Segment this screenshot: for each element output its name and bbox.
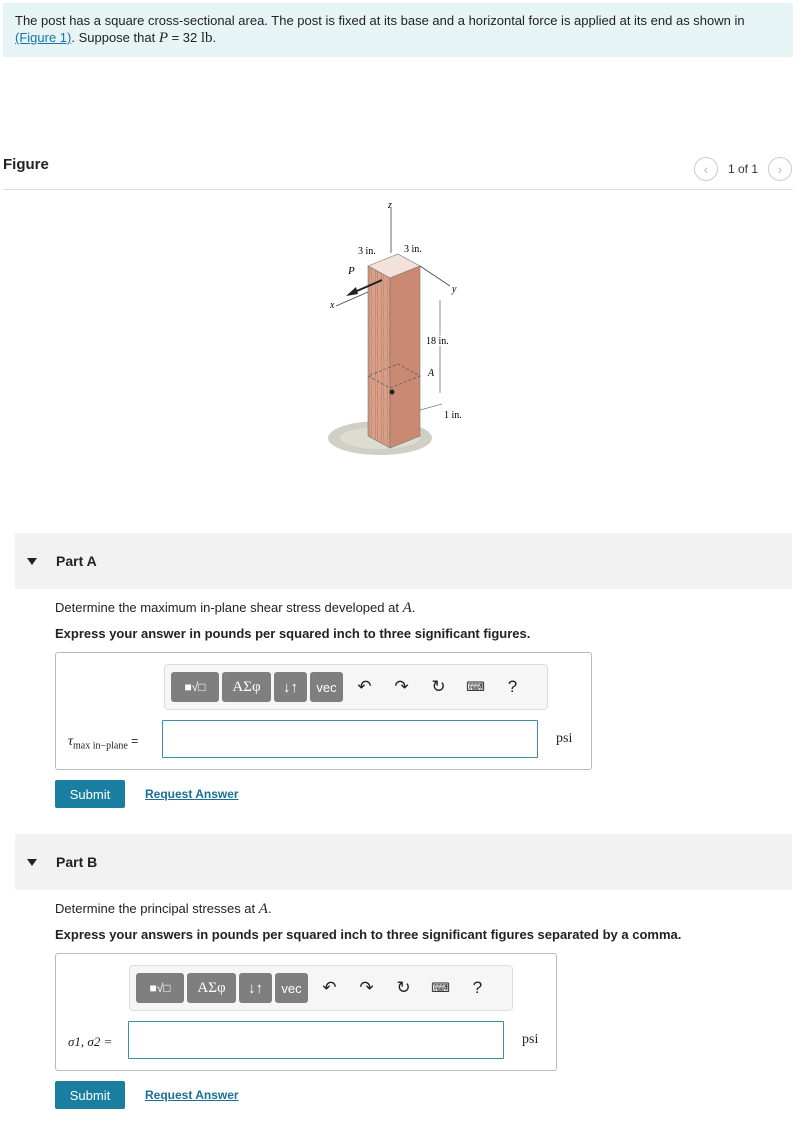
prev-figure-button[interactable] — [694, 157, 718, 181]
undo-button[interactable] — [346, 672, 383, 702]
redo-icon: ↷ — [394, 677, 409, 696]
z-axis-label: z — [388, 200, 392, 211]
force-arrow — [346, 287, 358, 296]
part-a-header[interactable] — [15, 533, 792, 589]
chevron-left-icon: ‹ — [703, 161, 709, 177]
next-figure-button[interactable] — [768, 157, 792, 181]
part-a-request-answer-link[interactable]: Request Answer — [145, 787, 239, 801]
greek-symbols-button[interactable]: ΑΣφ — [222, 672, 271, 702]
part-b-answer-box — [55, 953, 557, 1071]
x-axis-label: x — [330, 300, 335, 311]
templates-button[interactable] — [171, 672, 219, 702]
figure-pager — [694, 157, 792, 181]
problem-text: The post has a square cross-sectional area. The post is fixed at its base and a horizontal force is applied at its end as shown in — [15, 13, 745, 28]
keyboard-button[interactable] — [457, 672, 494, 702]
part-a-submit-button[interactable]: Submit — [55, 780, 125, 808]
undo-icon: ↶ — [357, 677, 372, 696]
part-b-toolbar — [129, 965, 513, 1011]
part-b-unit: psi — [522, 1032, 539, 1047]
fraction-sqrt-icon: ■√□ — [149, 981, 171, 995]
part-a-question: Determine the maximum in-plane shear stress developed at A. — [55, 600, 416, 616]
part-a-title: Part A — [56, 553, 97, 569]
tau-label: $\tau_{max in-plane}$ = — [68, 734, 139, 752]
greek-symbols-button[interactable]: ΑΣφ — [187, 973, 236, 1003]
sigma-label: σ1, σ2 = — [68, 1034, 113, 1049]
keyboard-icon: ⌨ — [466, 679, 485, 694]
reset-button[interactable] — [420, 672, 457, 702]
reset-icon: ↻ — [431, 677, 446, 696]
width-label-2: 3 in. — [404, 244, 422, 255]
redo-button[interactable] — [348, 973, 385, 1003]
part-a-answer-box — [55, 652, 592, 770]
part-b-submit-button[interactable]: Submit — [55, 1081, 125, 1109]
help-button[interactable]: ? — [472, 978, 483, 997]
part-b-instruction: Express your answers in pounds per squared inch to three significant figures separated by a comma. — [55, 927, 682, 942]
figure-title: Figure — [3, 156, 49, 173]
height-label: 18 in. — [426, 336, 449, 347]
post-figure — [320, 198, 480, 468]
post-side — [390, 266, 420, 448]
help-button[interactable]: ? — [507, 677, 518, 696]
part-b-request-answer-link[interactable]: Request Answer — [145, 1088, 239, 1102]
collapse-triangle-icon — [27, 859, 37, 866]
collapse-triangle-icon — [27, 558, 37, 565]
templates-button[interactable] — [136, 973, 184, 1003]
part-b-title: Part B — [56, 854, 98, 870]
reset-button[interactable] — [385, 973, 422, 1003]
problem-statement: The post has a square cross-sectional area. The post is fixed at its base and a horizontal force is applied at its end as shown in (Figure 1). Suppose that P = 32 lb. — [3, 3, 793, 57]
arrows-button[interactable]: ↓↑ — [239, 973, 272, 1003]
vector-button[interactable]: vec — [275, 973, 308, 1003]
y-axis-label: y — [452, 284, 457, 295]
part-b-question: Determine the principal stresses at A. — [55, 901, 272, 917]
point-A-label: A — [428, 368, 435, 379]
point-A — [390, 390, 395, 395]
keyboard-icon: ⌨ — [431, 980, 450, 995]
arrows-button[interactable]: ↓↑ — [274, 672, 307, 702]
redo-button[interactable] — [383, 672, 420, 702]
reset-icon: ↻ — [396, 978, 411, 997]
vector-button[interactable]: vec — [310, 672, 343, 702]
redo-icon: ↷ — [359, 978, 374, 997]
part-a-unit: psi — [556, 731, 573, 746]
width-label-1: 3 in. — [358, 246, 376, 257]
fraction-sqrt-icon: ■√□ — [184, 680, 206, 694]
post-front — [368, 266, 390, 448]
offset-label: 1 in. — [444, 410, 462, 421]
part-a-answer-input[interactable] — [162, 720, 538, 758]
chevron-right-icon: › — [777, 161, 783, 177]
keyboard-button[interactable] — [422, 973, 459, 1003]
force-label: P — [348, 265, 355, 277]
undo-icon: ↶ — [322, 978, 337, 997]
undo-button[interactable] — [311, 973, 348, 1003]
part-b-answer-input[interactable] — [128, 1021, 504, 1059]
part-a-instruction: Express your answer in pounds per squared inch to three significant figures. — [55, 626, 531, 641]
divider — [3, 189, 793, 190]
page-indicator: 1 of 1 — [727, 162, 758, 176]
figure-link[interactable]: (Figure 1) — [15, 30, 72, 45]
part-b-header[interactable] — [15, 834, 792, 890]
part-a-toolbar — [164, 664, 548, 710]
